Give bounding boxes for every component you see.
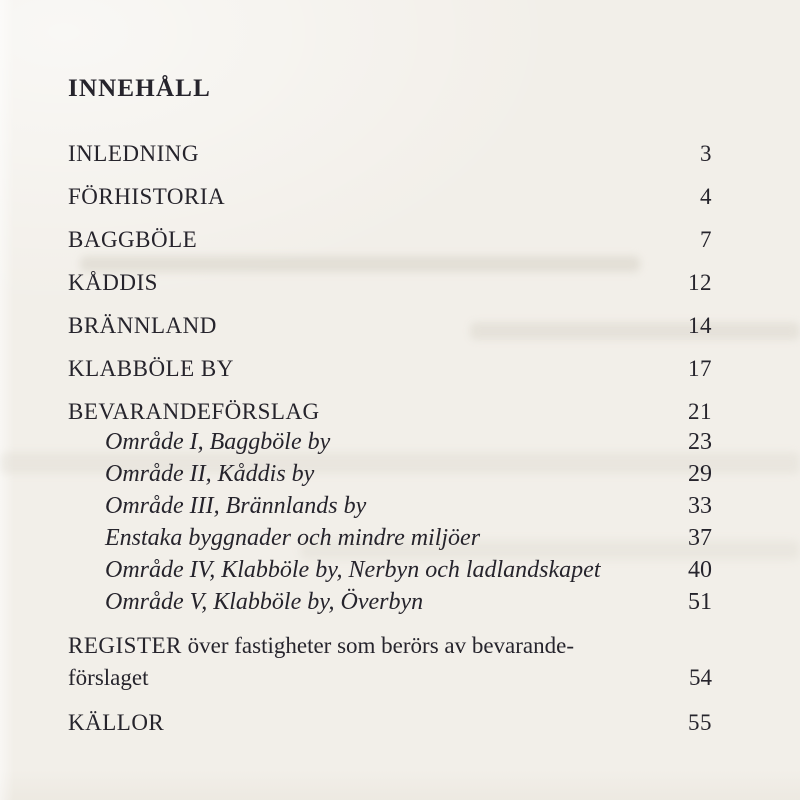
toc-page-number: 4 (700, 184, 712, 209)
toc-entry-label: Enstaka byggnader och mindre miljöer (105, 525, 481, 551)
toc-page-number: 3 (700, 141, 712, 166)
page-title: INNEHÅLL (68, 75, 211, 102)
toc-page-number: 21 (688, 399, 712, 424)
toc-row (68, 557, 712, 584)
toc-entry-label (68, 630, 574, 694)
toc-row (68, 493, 712, 520)
toc-entry-label: BEVARANDEFÖRSLAG (68, 399, 320, 424)
toc-row (68, 630, 712, 694)
toc-row (68, 461, 712, 488)
toc-row (68, 525, 712, 552)
toc-page-number: 17 (688, 356, 712, 381)
toc-entry-label: Område II, Kåddis by (105, 461, 315, 487)
toc-page-number: 14 (688, 313, 712, 338)
toc-row (68, 398, 712, 426)
toc-entry-label: KLABBÖLE BY (68, 356, 234, 381)
toc-entry-label-tail: över fastigheter som berörs av bevarande- (181, 633, 575, 658)
toc-page-number: 55 (688, 710, 712, 735)
toc-entry-label: KÅDDIS (68, 270, 158, 295)
toc-entry-label: INLEDNING (68, 141, 199, 166)
toc-row (68, 140, 712, 168)
toc-entry-label: BAGGBÖLE (68, 227, 198, 252)
toc-page-number: 7 (700, 227, 712, 252)
toc-page-number: 37 (688, 525, 712, 551)
toc-row (68, 226, 712, 254)
toc-entry-label: KÄLLOR (68, 710, 165, 735)
toc-row (68, 429, 712, 456)
toc-entry-label: Område III, Brännlands by (105, 493, 367, 519)
toc-page-number: 40 (688, 557, 712, 583)
toc-row (68, 355, 712, 383)
toc-row (68, 709, 712, 737)
toc-page-number: 23 (688, 429, 712, 455)
toc-entry-label: BRÄNNLAND (68, 313, 217, 338)
table-of-contents (68, 74, 712, 737)
toc-entry-label: Område IV, Klabböle by, Nerbyn och ladlandskapet (105, 557, 601, 583)
toc-row (68, 183, 712, 211)
toc-page-number: 54 (689, 665, 712, 690)
toc-page-number: 29 (688, 461, 712, 487)
toc-entry-label: Område I, Baggböle by (105, 429, 331, 455)
toc-row (68, 269, 712, 297)
toc-row (68, 589, 712, 616)
toc-page-number: 12 (688, 270, 712, 295)
toc-entry-label-line2: förslaget (68, 665, 149, 690)
toc-list (68, 140, 712, 737)
toc-page-number: 33 (688, 493, 712, 519)
toc-entry-label-caps: REGISTER (68, 633, 182, 658)
toc-entry-label: Område V, Klabböle by, Överbyn (105, 589, 424, 615)
toc-page-number: 51 (688, 589, 712, 615)
toc-row (68, 312, 712, 340)
toc-entry-label: FÖRHISTORIA (68, 184, 226, 209)
